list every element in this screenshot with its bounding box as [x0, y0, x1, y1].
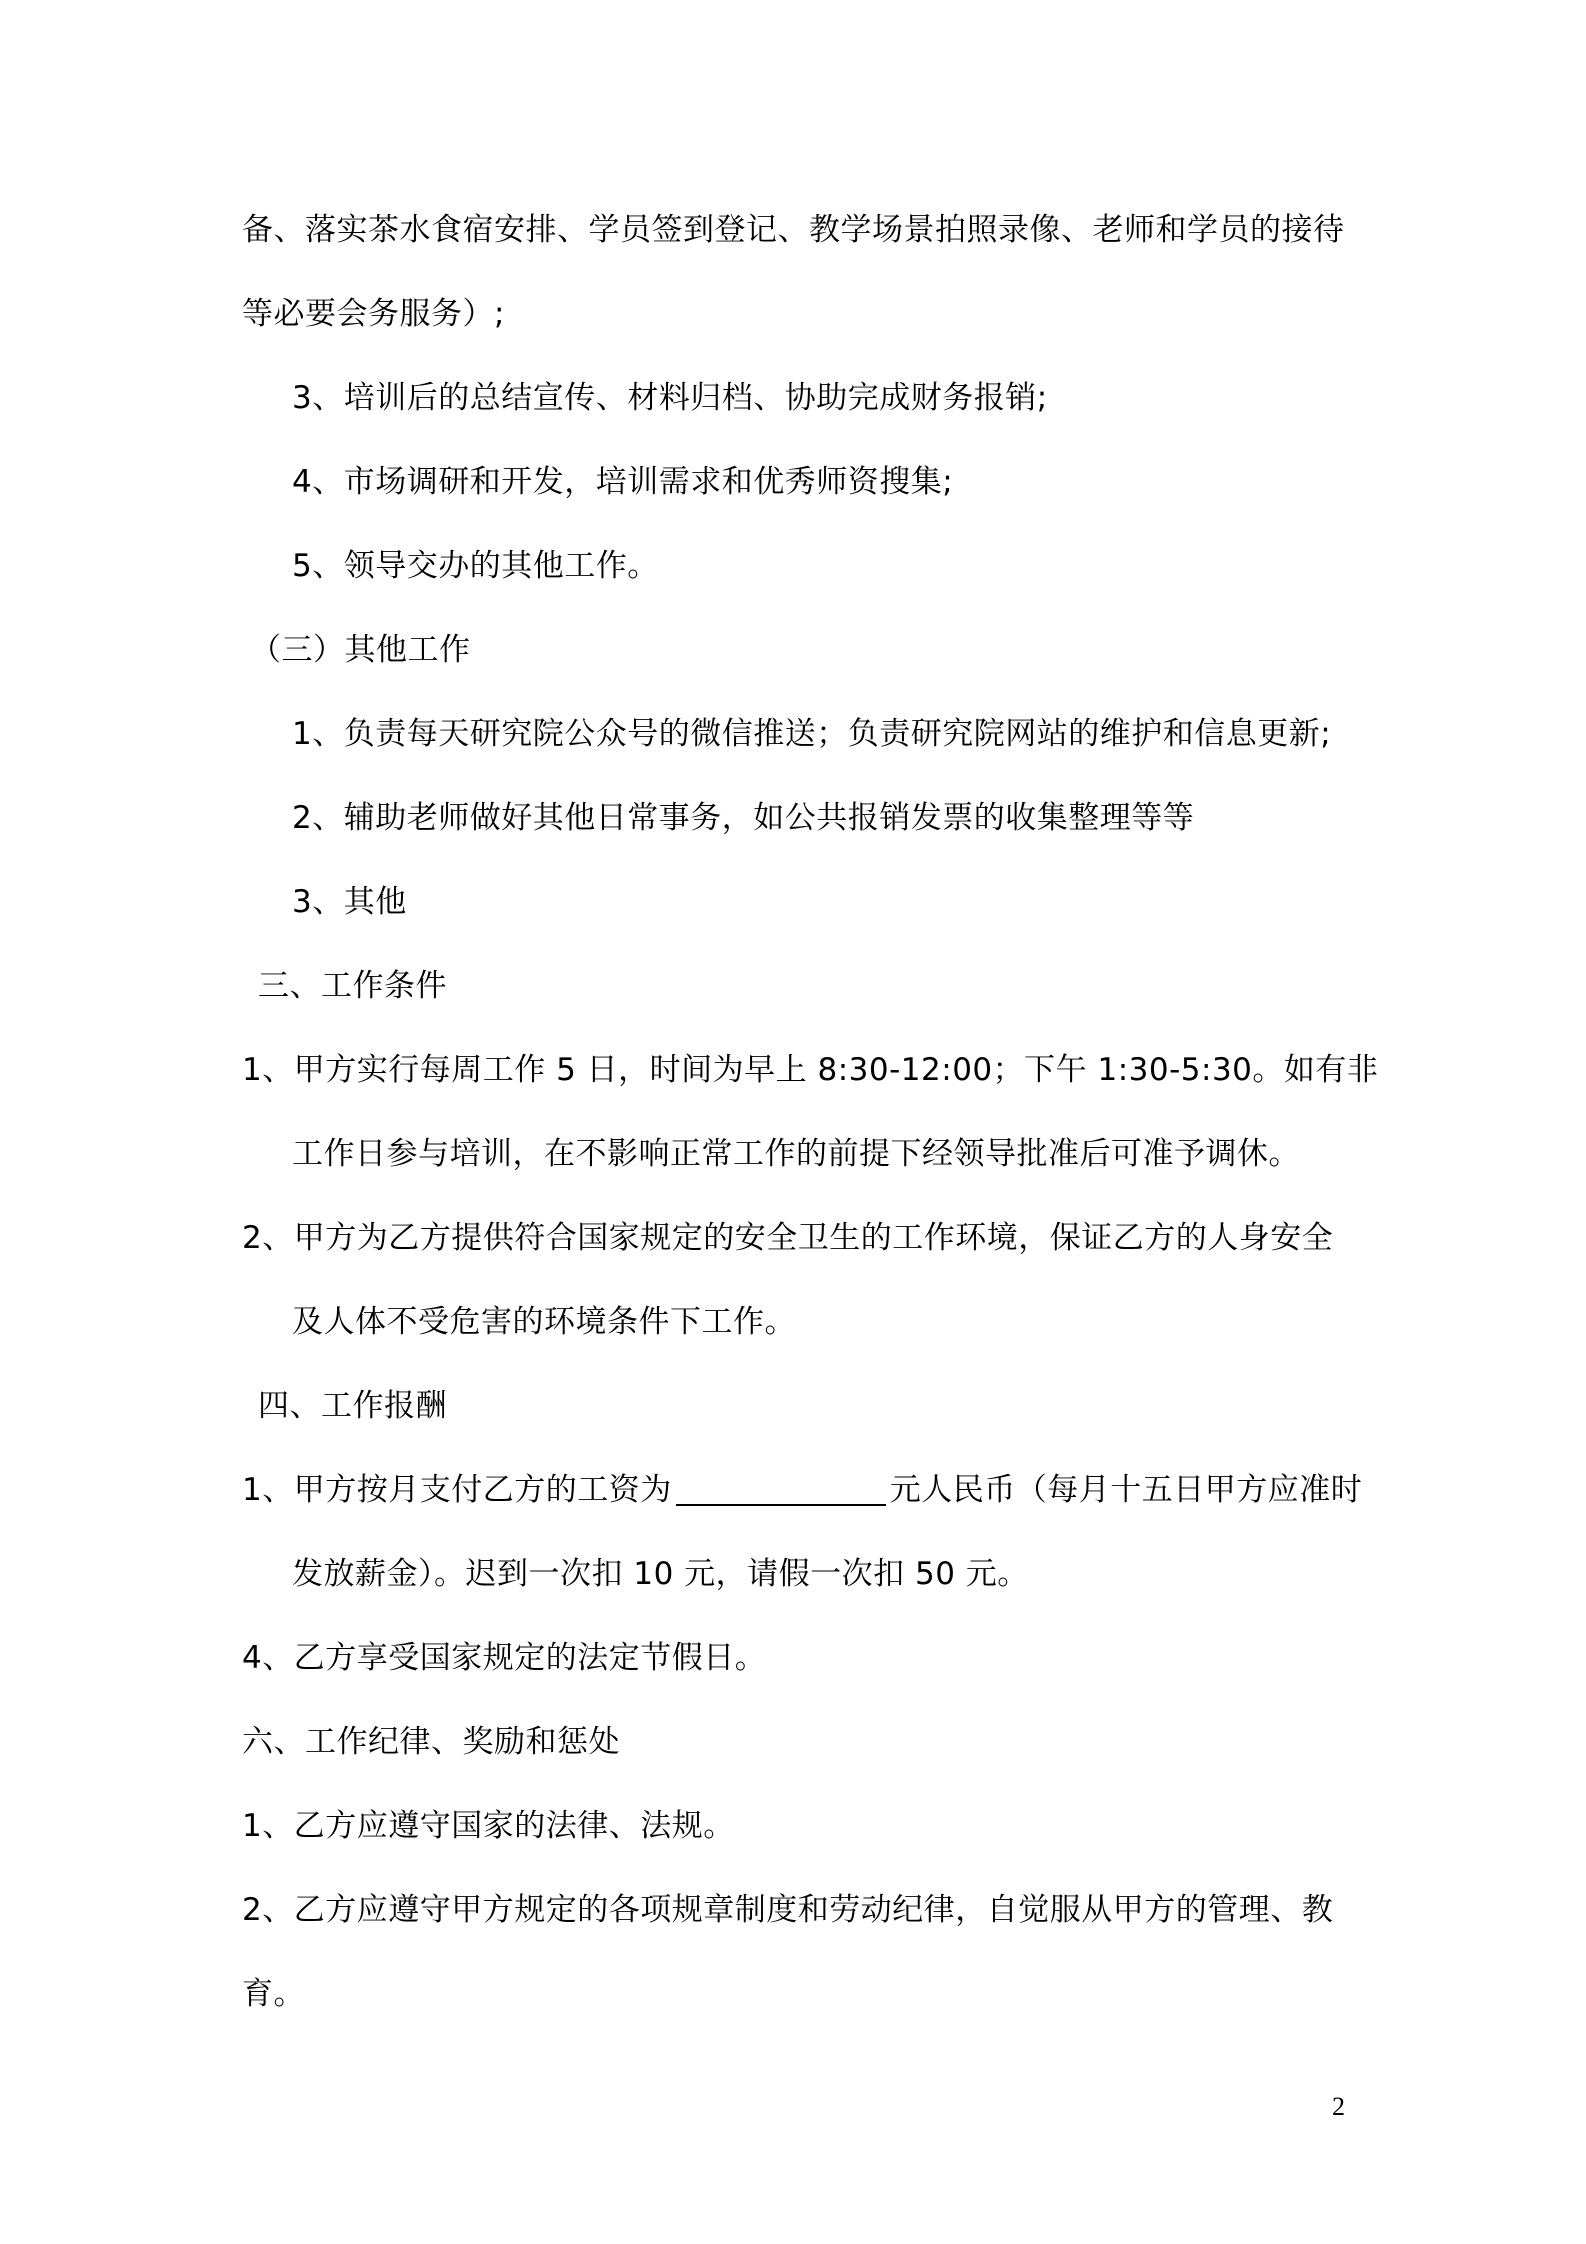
clause-line: 发放薪金）。迟到一次扣 10 元，请假一次扣 50 元。	[292, 1556, 1029, 1592]
list-item: 1、负责每天研究院公众号的微信推送；负责研究院网站的维护和信息更新;	[292, 716, 1332, 752]
list-item: 4、市场调研和开发，培训需求和优秀师资搜集;	[292, 464, 954, 500]
clause-line: 1、乙方应遵守国家的法律、法规。	[242, 1808, 735, 1844]
section-heading: 四、工作报酬	[258, 1388, 447, 1424]
page-number: 2	[1332, 2092, 1345, 2121]
salary-blank-field[interactable]	[676, 1472, 886, 1506]
clause-line: 2、甲方为乙方提供符合国家规定的安全卫生的工作环境，保证乙方的人身安全	[242, 1220, 1334, 1256]
list-item: 3、其他	[292, 884, 407, 920]
clause-line: 及人体不受危害的环境条件下工作。	[292, 1304, 796, 1340]
paragraph-line: 备、落实茶水食宿安排、学员签到登记、教学场景拍照录像、老师和学员的接待	[242, 212, 1345, 248]
clause-line: 育。	[242, 1976, 305, 2012]
list-item: 3、培训后的总结宣传、材料归档、协助完成财务报销;	[292, 380, 1048, 416]
section-heading: 六、工作纪律、奖励和惩处	[242, 1724, 620, 1760]
section-heading: 三、工作条件	[258, 968, 447, 1004]
salary-clause	[242, 1470, 1362, 1510]
list-item: 5、领导交办的其他工作。	[292, 548, 659, 584]
list-item: 2、辅助老师做好其他日常事务，如公共报销发票的收集整理等等	[292, 800, 1195, 836]
salary-prefix: 1、甲方按月支付乙方的工资为	[242, 1472, 672, 1508]
clause-line: 2、乙方应遵守甲方规定的各项规章制度和劳动纪律，自觉服从甲方的管理、教	[242, 1892, 1334, 1928]
paragraph-line: 等必要会务服务）;	[242, 296, 505, 332]
clause-line: 1、甲方实行每周工作 5 日，时间为早上 8:30-12:00；下午 1:30-5:30。如有非	[242, 1052, 1379, 1088]
clause-line: 4、乙方享受国家规定的法定节假日。	[242, 1640, 767, 1676]
clause-line: 工作日参与培训，在不影响正常工作的前提下经领导批准后可准予调休。	[292, 1136, 1300, 1172]
section-heading: （三）其他工作	[250, 632, 471, 668]
salary-suffix: 元人民币（每月十五日甲方应准时	[889, 1472, 1363, 1508]
